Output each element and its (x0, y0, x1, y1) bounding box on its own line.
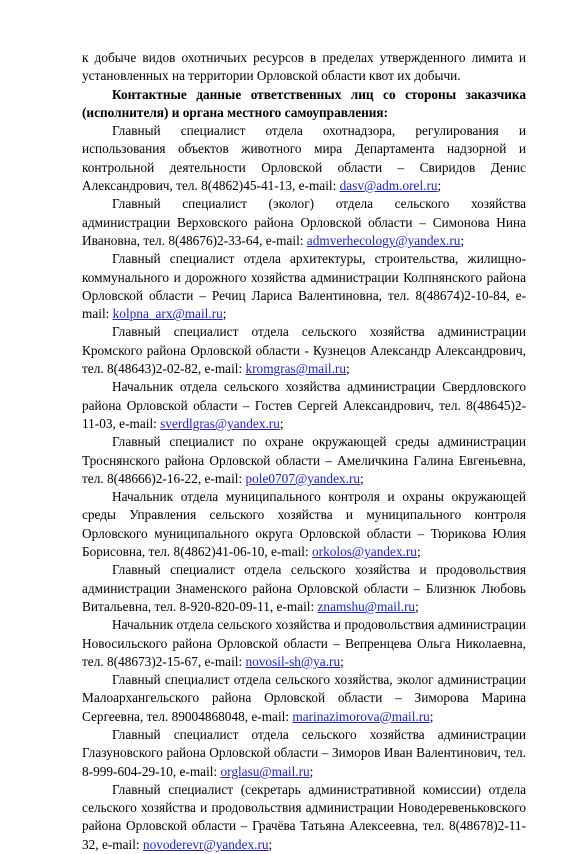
contact-paragraph (82, 488, 526, 561)
punctuation: ; (360, 470, 364, 486)
email-link[interactable]: admverhecology@yandex.ru (306, 232, 461, 248)
contact-text: Главный специалист (эколог) отдела сельского хозяйства администрации Верховского района Орловской области – Симонова Нина Ивановна, тел. 8(48676)2-33-64, e-mail: (82, 196, 526, 248)
email-link[interactable]: novosil-sh@ya.ru (245, 653, 341, 669)
contact-text: Начальник отдела сельского хозяйства администрации Свердловского района Орловской области – Гостев Сергей Александрович, тел. 8(48645)2-11-03, e-mail: (82, 379, 526, 431)
punctuation: ; (309, 763, 314, 779)
contact-text: Начальник отдела муниципального контроля и охраны окружающей среды Управления сельского хозяйства и муниципального контроля Орловского муниципального округа Орловской области – Тюрикова Юлия Борисовна, тел. 8(4862)41-06-10, e-mail: (82, 489, 526, 560)
contact-paragraph (82, 561, 526, 616)
contact-paragraph (82, 250, 526, 323)
punctuation: ; (222, 306, 227, 322)
contact-paragraph (82, 726, 526, 781)
punctuation: ; (415, 598, 419, 614)
punctuation: ; (416, 544, 421, 560)
contact-text: Главный специалист (секретарь административной комиссии) отдела сельского хозяйства и продовольствия администрации Новодеревеньковского района Орловской области – Грачёва Татьяна Алексеевна, тел. 8(48678)2-11-32, e-mail: (82, 781, 526, 852)
email-link[interactable]: pole0707@yandex.ru (245, 470, 361, 486)
section-heading: Контактные данные ответственных лиц со стороны заказчика (исполнителя) и органа местного самоуправления: (82, 86, 526, 120)
punctuation: ; (460, 232, 465, 248)
contact-text: Главный специалист отдела сельского хозяйства и продовольствия администрации Знаменского района Орловской области – Близнюк Любовь Витальевна, тел. 8-920-820-09-11, e-mail: (82, 562, 526, 614)
email-link[interactable]: orkolos@yandex.ru (312, 544, 417, 560)
email-link[interactable]: novoderevr@yandex.ru (142, 836, 269, 852)
contact-paragraph (82, 781, 526, 854)
punctuation: ; (340, 653, 344, 669)
punctuation: ; (345, 361, 350, 377)
email-link[interactable]: dasv@adm.orel.ru (339, 178, 438, 194)
email-link[interactable]: sverdlgras@yandex.ru (160, 415, 280, 431)
email-link[interactable]: orglasu@mail.ru (220, 763, 310, 779)
contact-text: Главный специалист отдела сельского хозяйства администрации Кромского района Орловской области - Кузнецов Александр Александрович, тел. 8(48643)2-02-82, e-mail: (82, 324, 526, 377)
contact-text: Главный специалист по охране окружающей среды администрации Троснянского района Орловской области – Амеличкина Галина Евгеньевна, тел. 8(48666)2-16-22, e-mail: (82, 434, 526, 486)
contact-paragraph (82, 616, 526, 671)
contact-paragraph (82, 195, 526, 250)
punctuation: ; (268, 836, 273, 852)
contact-text: Главный специалист отдела архитектуры, строительства, жилищно-коммунального и дорожного хозяйства администрации Колпнянского района Орловской области – Речиц Лариса Валентиновна, тел. 8(48674)2-10-84, e-mail: (82, 251, 526, 322)
punctuation: ; (429, 708, 434, 724)
contact-text: Главный специалист отдела охотнадзора, регулирования и использования объектов животного мира Департамента надзорной и контрольной деятельности Орловской области – Свиридов Денис Александрович, тел. 8(4862)45-41-13, e-mail: (82, 123, 526, 194)
contact-text: Главный специалист отдела сельского хозяйства администрации Глазуновского района Орловской области – Зиморов Иван Валентинович, тел. 8-999-604-29-10, e-mail: (82, 726, 526, 779)
email-link[interactable]: kromgras@mail.ru (245, 361, 346, 377)
punctuation: ; (437, 178, 442, 194)
intro-paragraph: к добыче видов охотничьих ресурсов в пределах утвержденного лимита и установленных на территории Орловской области квот их добычи. (82, 50, 526, 84)
contact-paragraph (82, 122, 526, 195)
contact-paragraph (82, 433, 526, 488)
email-link[interactable]: znamshu@mail.ru (317, 598, 416, 614)
contact-text: Главный специалист отдела сельского хозяйства, эколог администрации Малоархангельского района Орловской области – Зиморова Марина Сергеевна, тел. 89004868048, e-mail: (82, 672, 526, 724)
contact-paragraph (82, 378, 526, 433)
punctuation: ; (279, 415, 284, 431)
email-link[interactable]: marinazimorova@mail.ru (292, 708, 430, 724)
contact-paragraph (82, 323, 526, 378)
contact-text: Начальник отдела сельского хозяйства и продовольствия администрации Новосильского района Орловской области – Вепренцева Ольга Николаевна, тел. 8(48673)2-15-67, e-mail: (82, 617, 526, 669)
contact-paragraph (82, 671, 526, 726)
email-link[interactable]: kolpna_arx@mail.ru (112, 306, 223, 322)
